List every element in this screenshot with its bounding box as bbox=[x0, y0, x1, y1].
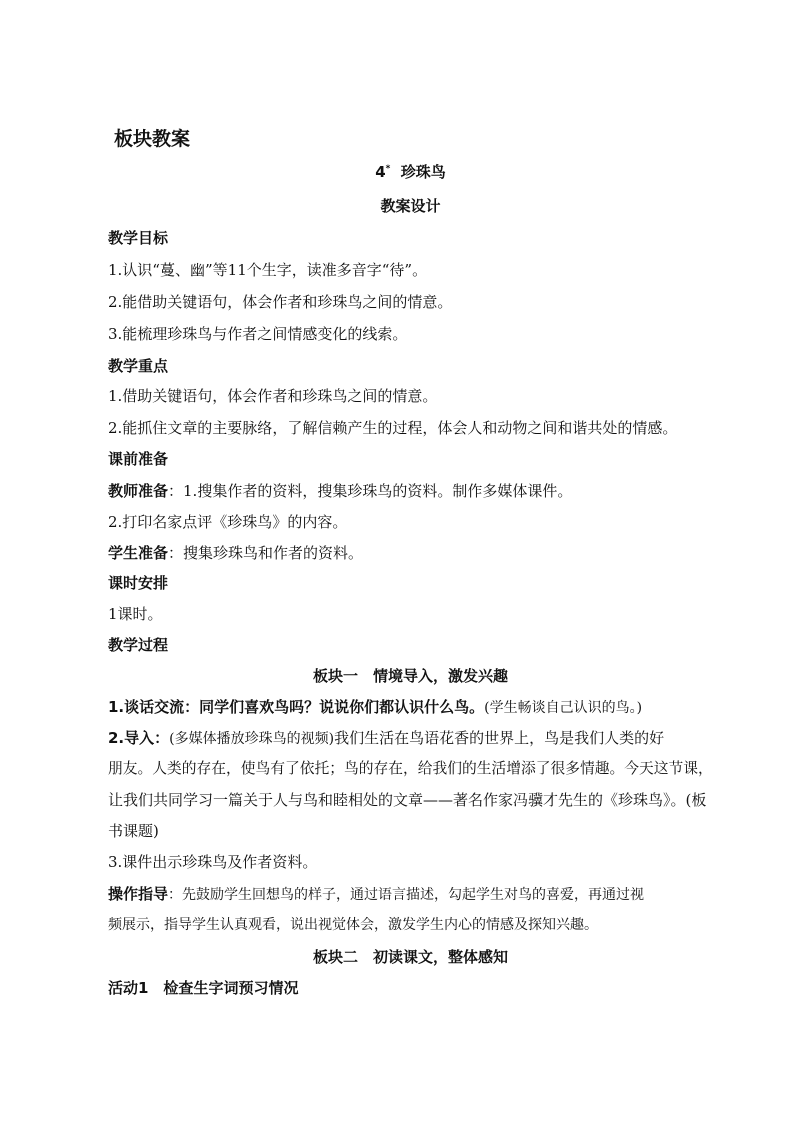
step-1 bbox=[108, 697, 713, 718]
lesson-title bbox=[108, 162, 713, 182]
guide-line-1 bbox=[108, 884, 713, 905]
step-2-text-1: 我们生活在鸟语花香的世界上，鸟是我们人类的好 bbox=[334, 729, 665, 747]
block1-heading: 板块一 情境导入，激发兴趣 bbox=[312, 667, 508, 685]
activity-1: 活动1 检查生字词预习情况 bbox=[108, 979, 299, 997]
step-3: 3.课件出示珍珠鸟及作者资料。 bbox=[108, 853, 318, 871]
student-prep-text: ：搜集珍珠鸟和作者的资料。 bbox=[168, 544, 364, 562]
teacher-prep bbox=[108, 481, 713, 501]
schedule-text: 1课时。 bbox=[108, 605, 163, 623]
goal-item-1: 1.认识“蔓、幽”等11个生字，读准多音字“待”。 bbox=[108, 261, 428, 279]
focus-heading: 教学重点 bbox=[108, 357, 169, 375]
goals-heading: 教学目标 bbox=[108, 229, 169, 247]
lesson-name: 珍珠鸟 bbox=[400, 163, 446, 181]
step-2-line-4: 书课题) bbox=[108, 822, 159, 840]
schedule-heading: 课时安排 bbox=[108, 574, 169, 592]
goal-item-3: 3.能梳理珍珠鸟与作者之间情感变化的线索。 bbox=[108, 325, 408, 343]
lesson-number: 4 bbox=[375, 163, 386, 181]
step-1-note: (学生畅谈自己认识的鸟。) bbox=[484, 700, 643, 716]
lesson-mark: * bbox=[385, 164, 391, 174]
guide-text-1: ：先鼓励学生回想鸟的样子，通过语言描述，勾起学生对鸟的喜爱，再通过视 bbox=[168, 887, 645, 903]
step-2-line-3: 让我们共同学习一篇关于人与鸟和睦相处的文章——著名作家冯骥才先生的《珍珠鸟》。(板 bbox=[108, 791, 707, 809]
focus-item-2: 2.能抓住文章的主要脉络，了解信赖产生的过程，体会人和动物之间和谐共处的情感。 bbox=[108, 419, 678, 437]
step-2-line-1 bbox=[108, 728, 713, 749]
teacher-prep-item-2: 2.打印名家点评《珍珠鸟》的内容。 bbox=[108, 513, 348, 531]
step-1-text: 1.谈话交流：同学们喜欢鸟吗？说说你们都认识什么鸟。 bbox=[108, 698, 485, 716]
goal-item-2: 2.能借助关键语句，体会作者和珍珠鸟之间的情意。 bbox=[108, 293, 453, 311]
step-2-label: 2.导入： bbox=[108, 729, 170, 747]
guide-label: 操作指导 bbox=[108, 885, 169, 903]
step-2-note: (多媒体播放珍珠鸟的视频) bbox=[169, 731, 335, 747]
section-title: 板块教案 bbox=[114, 128, 191, 150]
prep-heading: 课前准备 bbox=[108, 450, 169, 468]
process-heading: 教学过程 bbox=[108, 636, 169, 654]
guide-line-2: 频展示，指导学生认真观看，说出视觉体会，激发学生内心的情感及探知兴趣。 bbox=[108, 917, 598, 933]
student-prep bbox=[108, 543, 713, 563]
teacher-prep-text: ：1.搜集作者的资料，搜集珍珠鸟的资料。制作多媒体课件。 bbox=[168, 482, 573, 500]
student-prep-label: 学生准备 bbox=[108, 544, 169, 562]
block2-heading: 板块二 初读课文，整体感知 bbox=[312, 948, 508, 966]
teacher-prep-label: 教师准备 bbox=[108, 482, 169, 500]
step-2-line-2: 朋友。人类的存在，使鸟有了依托；鸟的存在，给我们的生活增添了很多情趣。今天这节课， bbox=[108, 760, 713, 777]
design-heading: 教案设计 bbox=[380, 197, 441, 215]
focus-item-1: 1.借助关键语句，体会作者和珍珠鸟之间的情意。 bbox=[108, 387, 438, 405]
